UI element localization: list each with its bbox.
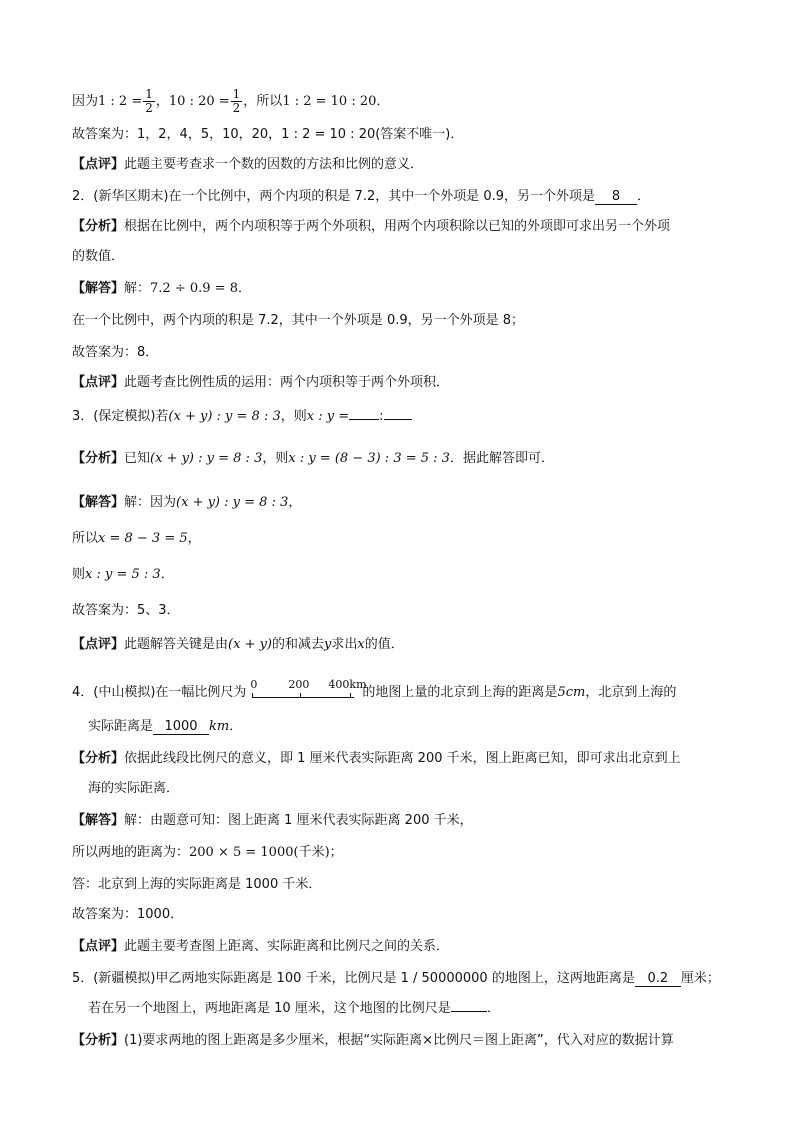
math: (x + y) : y = 8 : 3 (150, 451, 263, 466)
analysis-text: 依据此线段比例尺的意义，即 1 厘米代表实际距离 200 千米，图上距离已知，即可求出北京到上 (124, 751, 681, 766)
denominator: 2 (232, 101, 241, 115)
text: ； (329, 845, 343, 860)
solution-tag: 【解答】 (72, 495, 125, 510)
text: ， (288, 495, 302, 510)
math: (x + y) : y = 8 : 3 (176, 495, 289, 510)
q2-comment (72, 374, 449, 392)
text: 所以 (72, 531, 99, 546)
q1-fraction-line (72, 88, 389, 115)
math: (x + y) : y = 8 : 3 (168, 409, 281, 424)
q4-solution (72, 812, 473, 830)
denominator: 2 (145, 101, 153, 115)
q5-analysis (72, 1032, 674, 1050)
q3-solution-line (72, 566, 174, 584)
text: 解：由题意可知：图上距离 1 厘米代表实际距离 200 千米， (124, 813, 473, 828)
text: 若在另一个地图上，两地距离是 10 厘米，这个地图的比例尺是 (88, 1001, 451, 1016)
text: ． (376, 94, 390, 109)
q2-question (72, 188, 650, 206)
text: ． (637, 189, 651, 204)
math: x = 8 − 3 = 5 (98, 531, 188, 546)
math: x : y = 5 : 3 (85, 567, 161, 582)
math: (x + y) (228, 637, 273, 652)
numerator: 1 (232, 87, 241, 101)
text: : (379, 409, 384, 424)
question-text: 3．(保定模拟)若 (72, 409, 169, 424)
answer-blank (384, 419, 412, 420)
text: 则 (72, 567, 86, 582)
text: ，所以 (243, 94, 283, 109)
text: ， (155, 94, 169, 109)
math: 5cm (557, 685, 586, 700)
numerator: 1 (145, 87, 153, 101)
comment-tag: 【点评】 (72, 375, 125, 390)
q5-question (72, 970, 720, 988)
q3-question (72, 408, 412, 426)
q3-solution (72, 494, 301, 512)
text: ．据此解答即可． (449, 451, 554, 466)
text: 解：因为 (124, 495, 177, 510)
comment-tag: 【点评】 (72, 157, 125, 172)
q4-analysis (72, 750, 681, 768)
q4-solution-answer: 答：北京到上海的实际距离是 1000 千米． (72, 877, 322, 892)
analysis-text: (1)要求两地的图上距离是多少厘米，根据“实际距离×比例尺＝图上距离”，代入对应的数据计算 (124, 1033, 674, 1048)
text: 实际距离是 (88, 719, 154, 734)
q5-question-cont (88, 1000, 500, 1018)
q2-solution (72, 280, 251, 298)
text: ． (237, 281, 251, 296)
math: x (357, 637, 365, 652)
q3-answer: 故答案为：5、3． (72, 603, 180, 618)
scale-bar (252, 697, 354, 698)
q2-answer: 故答案为：8． (72, 345, 159, 360)
text: ，则 (262, 451, 289, 466)
q4-question-cont (88, 718, 242, 736)
unit: km (209, 719, 230, 734)
q2-analysis (72, 218, 670, 236)
text: 求出 (331, 637, 358, 652)
answer-blank: 0.2 (635, 971, 681, 987)
scale-label-400: 400km (328, 678, 367, 691)
analysis-tag: 【分析】 (72, 1033, 125, 1048)
text: 因为 (72, 94, 99, 109)
math: 200 × 5 = 1000(千米) (189, 845, 330, 860)
q4-question (72, 680, 676, 702)
comment-text: 此题考查比例性质的运用：两个内项积等于两个外项积． (124, 375, 450, 390)
q4-answer: 故答案为：1000． (72, 907, 184, 922)
solution-tag: 【解答】 (72, 281, 125, 296)
text: 的地图上量的北京到上海的距离是 (362, 685, 558, 700)
text: ，北京到上海的 (585, 685, 677, 700)
solution-tag: 【解答】 (72, 813, 125, 828)
comment-tag: 【点评】 (72, 939, 125, 954)
text: 此题解答关键是由 (124, 637, 229, 652)
comment-tag: 【点评】 (72, 637, 125, 652)
q2-solution-line: 在一个比例中，两个内项的积是 7.2，其中一个外项是 0.9，另一个外项是 8； (72, 313, 525, 328)
text: ． (486, 1001, 500, 1016)
answer-blank: 1000 (153, 719, 209, 735)
text: ，则 (280, 409, 307, 424)
q3-analysis (72, 450, 554, 468)
math: x : y = (8 − 3) : 3 = 5 : 3 (288, 451, 450, 466)
fraction (231, 88, 243, 115)
line-scale-ruler (250, 678, 367, 702)
question-text: 4．(中山模拟)在一幅比例尺为 (72, 685, 247, 700)
text: 所以两地的距离为： (72, 845, 190, 860)
math: 1 : 2 = (98, 94, 143, 109)
text: 已知 (124, 451, 151, 466)
math: 10 : 20 = (168, 94, 230, 109)
comment-text: 此题主要考查求一个数的因数的方法和比例的意义． (124, 157, 424, 172)
scale-label-200: 200 (288, 678, 310, 691)
answer-blank (451, 1011, 487, 1012)
math: 7.2 ÷ 0.9 = 8 (150, 281, 238, 296)
analysis-tag: 【分析】 (72, 219, 125, 234)
question-text: 2．(新华区期末)在一个比例中，两个内项的积是 7.2，其中一个外项是 0.9，另一个外项是 (72, 189, 596, 204)
q3-solution-line (72, 530, 201, 548)
answer-blank: 8 (595, 189, 637, 205)
analysis-tag: 【分析】 (72, 751, 125, 766)
question-text: 5．(新疆模拟)甲乙两地实际距离是 100 千米，比例尺是 1 / 50000000 的地图上，这两地距离是 (72, 971, 635, 986)
q2-analysis-cont: 的数值． (72, 249, 125, 264)
text: 的值． (364, 637, 404, 652)
q1-answer: 故答案为：1，2，4，5，10，20，1 : 2 = 10 : 20(答案不唯一)． (72, 127, 464, 142)
text: ． (229, 719, 243, 734)
q4-analysis-cont: 海的实际距离． (88, 781, 180, 796)
math: x : y = (306, 409, 350, 424)
answer-blank (349, 419, 379, 420)
q4-solution-line (72, 844, 343, 862)
text: ， (187, 531, 201, 546)
text: 解： (124, 281, 151, 296)
q1-comment (72, 156, 423, 174)
comment-text: 此题主要考查图上距离、实际距离和比例尺之间的关系． (124, 939, 450, 954)
scale-label-0: 0 (250, 678, 258, 691)
analysis-tag: 【分析】 (72, 451, 125, 466)
analysis-text: 根据在比例中，两个内项积等于两个外项积，用两个内项积除以已知的外项即可求出另一个外项 (124, 219, 671, 234)
text: 的和减去 (272, 637, 325, 652)
q3-comment (72, 636, 404, 654)
math: y (324, 637, 332, 652)
text: 厘米； (680, 971, 720, 986)
fraction (143, 88, 155, 115)
text: ． (160, 567, 174, 582)
q4-comment (72, 938, 449, 956)
math: 1 : 2 = 10 : 20 (282, 94, 377, 109)
